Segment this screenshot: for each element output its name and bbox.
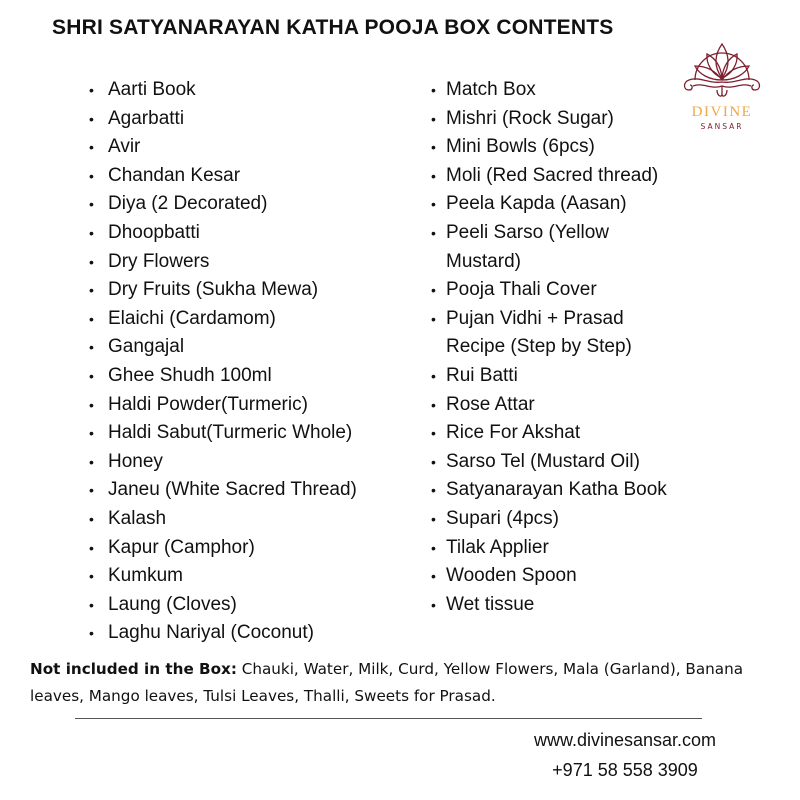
list-item: • Haldi Powder(Turmeric)	[108, 391, 408, 420]
list-item: • Diya (2 Decorated)	[108, 190, 408, 219]
bullet-icon: •	[431, 282, 436, 299]
bullet-icon: •	[89, 339, 94, 356]
bullet-icon: •	[431, 539, 436, 556]
brand-subtitle: SANSAR	[700, 122, 744, 131]
bullet-icon: •	[89, 367, 94, 384]
list-item: • Kapur (Camphor)	[108, 534, 408, 563]
list-item: • Dry Flowers	[108, 248, 408, 277]
list-item: • Rice For Akshat	[446, 419, 678, 448]
footer-divider	[75, 718, 702, 719]
bullet-icon: •	[431, 196, 436, 213]
list-item: • Pooja Thali Cover	[446, 276, 678, 305]
bullet-icon: •	[431, 224, 436, 241]
bullet-icon: •	[89, 596, 94, 613]
lotus-icon	[679, 36, 765, 104]
bullet-icon: •	[431, 396, 436, 413]
contents-list-left	[89, 76, 408, 648]
list-item: • Dry Fruits (Sukha Mewa)	[108, 276, 408, 305]
list-item: • Janeu (White Sacred Thread)	[108, 476, 408, 505]
bullet-icon: •	[431, 510, 436, 527]
list-item: • Ghee Shudh 100ml	[108, 362, 408, 391]
list-item: • Match Box	[446, 76, 678, 105]
list-item: • Agarbatti	[108, 105, 408, 134]
list-item: • Tilak Applier	[446, 534, 678, 563]
bullet-icon: •	[89, 139, 94, 156]
list-item: • Honey	[108, 448, 408, 477]
contents-list-right	[431, 76, 678, 619]
list-item: • Laung (Cloves)	[108, 591, 408, 620]
list-item: • Mishri (Rock Sugar)	[446, 105, 678, 134]
bullet-icon: •	[89, 625, 94, 642]
bullet-icon: •	[431, 110, 436, 127]
list-item: • Elaichi (Cardamom)	[108, 305, 408, 334]
list-item: • Wooden Spoon	[446, 562, 678, 591]
bullet-icon: •	[431, 425, 436, 442]
list-item: • Aarti Book	[108, 76, 408, 105]
list-item: • Avir	[108, 133, 408, 162]
bullet-icon: •	[89, 425, 94, 442]
bullet-icon: •	[89, 482, 94, 499]
list-item: • Rui Batti	[446, 362, 678, 391]
not-included-items: Chauki, Water, Milk, Curd, Yellow Flowers, Mala (Garland), Banana leaves, Mango leaves, Tulsi Leaves, Thalli, Sweets for Prasad.	[30, 660, 744, 705]
not-included-label: Not included in the Box:	[30, 660, 237, 678]
bullet-icon: •	[431, 568, 436, 585]
list-item: • Wet tissue	[446, 591, 678, 620]
bullet-icon: •	[431, 139, 436, 156]
list-item: • Rose Attar	[446, 391, 678, 420]
bullet-icon: •	[89, 110, 94, 127]
bullet-icon: •	[431, 310, 436, 327]
bullet-icon: •	[89, 224, 94, 241]
list-item: • Mini Bowls (6pcs)	[446, 133, 678, 162]
bullet-icon: •	[431, 82, 436, 98]
bullet-icon: •	[431, 453, 436, 470]
bullet-icon: •	[89, 167, 94, 184]
page-title: SHRI SATYANARAYAN KATHA POOJA BOX CONTENTS	[52, 16, 614, 39]
website-link[interactable]: www.divinesansar.com	[533, 730, 717, 750]
bullet-icon: •	[89, 568, 94, 585]
bullet-icon: •	[431, 367, 436, 384]
list-item: • Moli (Red Sacred thread)	[446, 162, 678, 191]
list-item: • Gangajal	[108, 333, 408, 362]
list-item: • Laghu Nariyal (Coconut)	[108, 619, 408, 648]
brand-logo	[672, 36, 772, 132]
bullet-icon: •	[89, 510, 94, 527]
bullet-icon: •	[89, 282, 94, 299]
bullet-icon: •	[89, 82, 94, 98]
list-item: • Dhoopbatti	[108, 219, 408, 248]
list-item: • Sarso Tel (Mustard Oil)	[446, 448, 678, 477]
bullet-icon: •	[431, 482, 436, 499]
bullet-icon: •	[89, 253, 94, 270]
list-item: • Peeli Sarso (Yellow Mustard)	[446, 219, 678, 276]
not-included-note	[30, 656, 790, 710]
bullet-icon: •	[89, 196, 94, 213]
list-item: • Kumkum	[108, 562, 408, 591]
list-item: • Peela Kapda (Aasan)	[446, 190, 678, 219]
list-item: • Supari (4pcs)	[446, 505, 678, 534]
bullet-icon: •	[431, 167, 436, 184]
list-item: • Haldi Sabut(Turmeric Whole)	[108, 419, 408, 448]
phone-number[interactable]: +971 58 558 3909	[552, 760, 698, 780]
bullet-icon: •	[89, 396, 94, 413]
list-item: • Satyanarayan Katha Book	[446, 476, 678, 505]
bullet-icon: •	[89, 310, 94, 327]
brand-name: DIVINE	[691, 104, 753, 120]
list-item: • Pujan Vidhi + Prasad Recipe (Step by Step)	[446, 305, 678, 362]
bullet-icon: •	[89, 539, 94, 556]
bullet-icon: •	[431, 596, 436, 613]
list-item: • Kalash	[108, 505, 408, 534]
bullet-icon: •	[89, 453, 94, 470]
list-item: • Chandan Kesar	[108, 162, 408, 191]
